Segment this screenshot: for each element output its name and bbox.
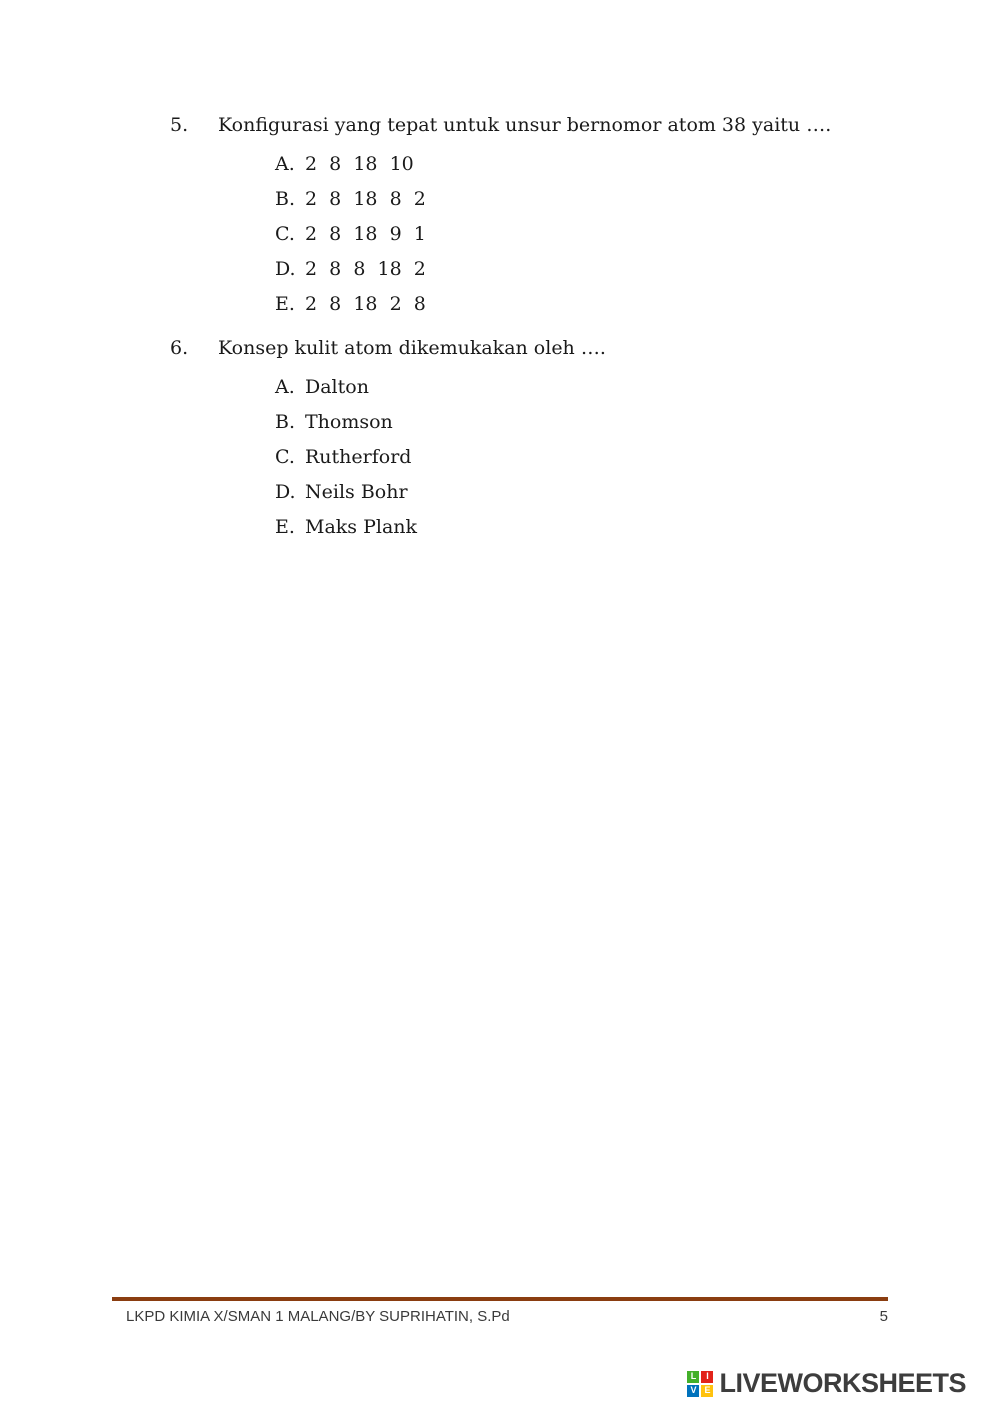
option-label: E.: [275, 292, 295, 315]
option-label: B.: [275, 187, 296, 210]
liveworksheets-logo[interactable]: [687, 1368, 966, 1399]
option-label: C.: [275, 445, 295, 468]
question-text: Konfigurasi yang tepat untuk unsur bernomor atom 38 yaitu ….: [218, 114, 832, 136]
question-row: [170, 112, 920, 138]
question-row: [170, 335, 920, 361]
option-label: B.: [275, 410, 296, 433]
option-label: D.: [275, 257, 296, 280]
option-label: E.: [275, 515, 295, 538]
option-text: Thomson: [305, 410, 393, 433]
footer-document-title: LKPD KIMIA X/SMAN 1 MALANG/BY SUPRIHATIN, S.Pd: [126, 1308, 510, 1325]
option-label: C.: [275, 222, 295, 245]
question-number: 5.: [170, 114, 189, 136]
logo-square-e: E: [701, 1385, 713, 1397]
option-label: A.: [275, 152, 295, 175]
option-d[interactable]: [275, 474, 920, 509]
option-text: 2 8 18 8 2: [305, 187, 426, 210]
option-b[interactable]: [275, 181, 920, 216]
option-label: D.: [275, 480, 296, 503]
question-5: [170, 112, 920, 321]
option-text: Rutherford: [305, 445, 412, 468]
worksheet-content: [0, 0, 1000, 544]
option-d[interactable]: [275, 251, 920, 286]
logo-square-l: L: [687, 1371, 699, 1383]
option-e[interactable]: [275, 286, 920, 321]
logo-square-i: I: [701, 1371, 713, 1383]
option-b[interactable]: [275, 404, 920, 439]
options-list: [275, 369, 920, 544]
option-text: Neils Bohr: [305, 480, 408, 503]
option-label: A.: [275, 375, 295, 398]
question-6: [170, 335, 920, 544]
option-a[interactable]: [275, 369, 920, 404]
option-text: 2 8 18 10: [305, 152, 414, 175]
question-number: 6.: [170, 337, 189, 359]
liveworksheets-grid-icon: [687, 1371, 713, 1397]
page-footer: [112, 1297, 888, 1325]
question-text: Konsep kulit atom dikemukakan oleh ….: [218, 337, 606, 359]
option-a[interactable]: [275, 146, 920, 181]
footer-page-number: 5: [879, 1308, 888, 1325]
option-text: 2 8 8 18 2: [305, 257, 426, 280]
option-c[interactable]: [275, 216, 920, 251]
option-text: Dalton: [305, 375, 369, 398]
options-list: [275, 146, 920, 321]
option-text: 2 8 18 9 1: [305, 222, 426, 245]
logo-square-v: V: [687, 1385, 699, 1397]
option-text: 2 8 18 2 8: [305, 292, 426, 315]
option-text: Maks Plank: [305, 515, 418, 538]
liveworksheets-wordmark: LIVEWORKSHEETS: [719, 1368, 966, 1398]
option-c[interactable]: [275, 439, 920, 474]
option-e[interactable]: [275, 509, 920, 544]
